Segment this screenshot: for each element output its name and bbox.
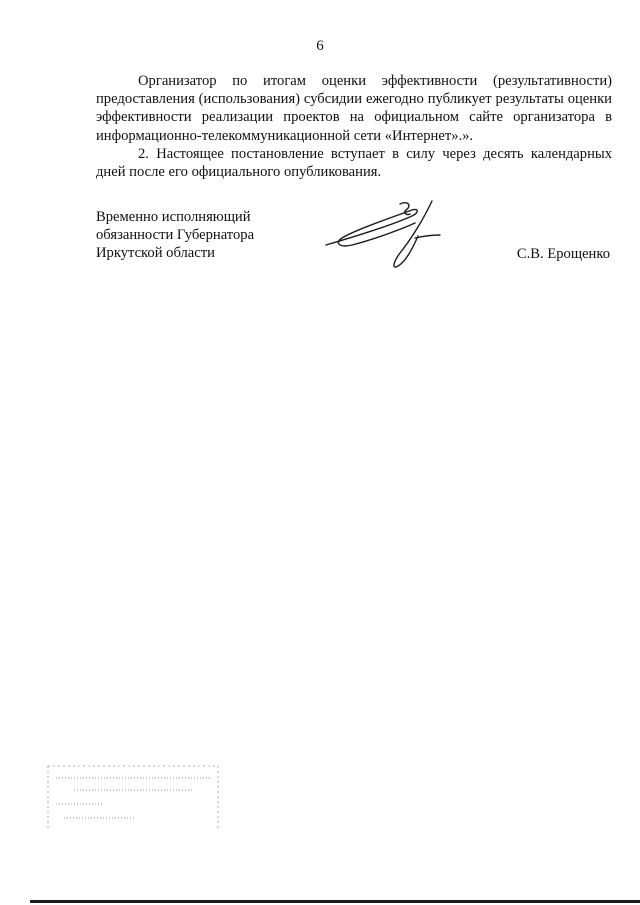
signer-position-line: Иркутской области	[96, 245, 215, 262]
document-body	[96, 72, 612, 181]
page-bottom-edge	[30, 900, 640, 903]
signature-icon	[320, 198, 450, 273]
signer-position-line: обязанности Губернатора	[96, 227, 255, 244]
stamp-icon	[44, 762, 222, 832]
paragraph-publication: Организатор по итогам оценки эффективности (результативности) предоставления (использования) субсидии ежегодно публикует результаты оценки эффективности реализации проектов на официальном сайте организатора в информационно-телекоммуникационной сети «Интернет».».	[96, 73, 612, 144]
paragraph-effective-date: 2. Настоящее постановление вступает в силу через десять календарных дней после его официального опубликования.	[96, 145, 612, 181]
page-number: 6	[316, 38, 324, 54]
signer-position	[96, 208, 254, 263]
signer-position-line: Временно исполняющий	[96, 209, 251, 225]
signatory-name: С.В. Ерощенко	[516, 246, 610, 262]
